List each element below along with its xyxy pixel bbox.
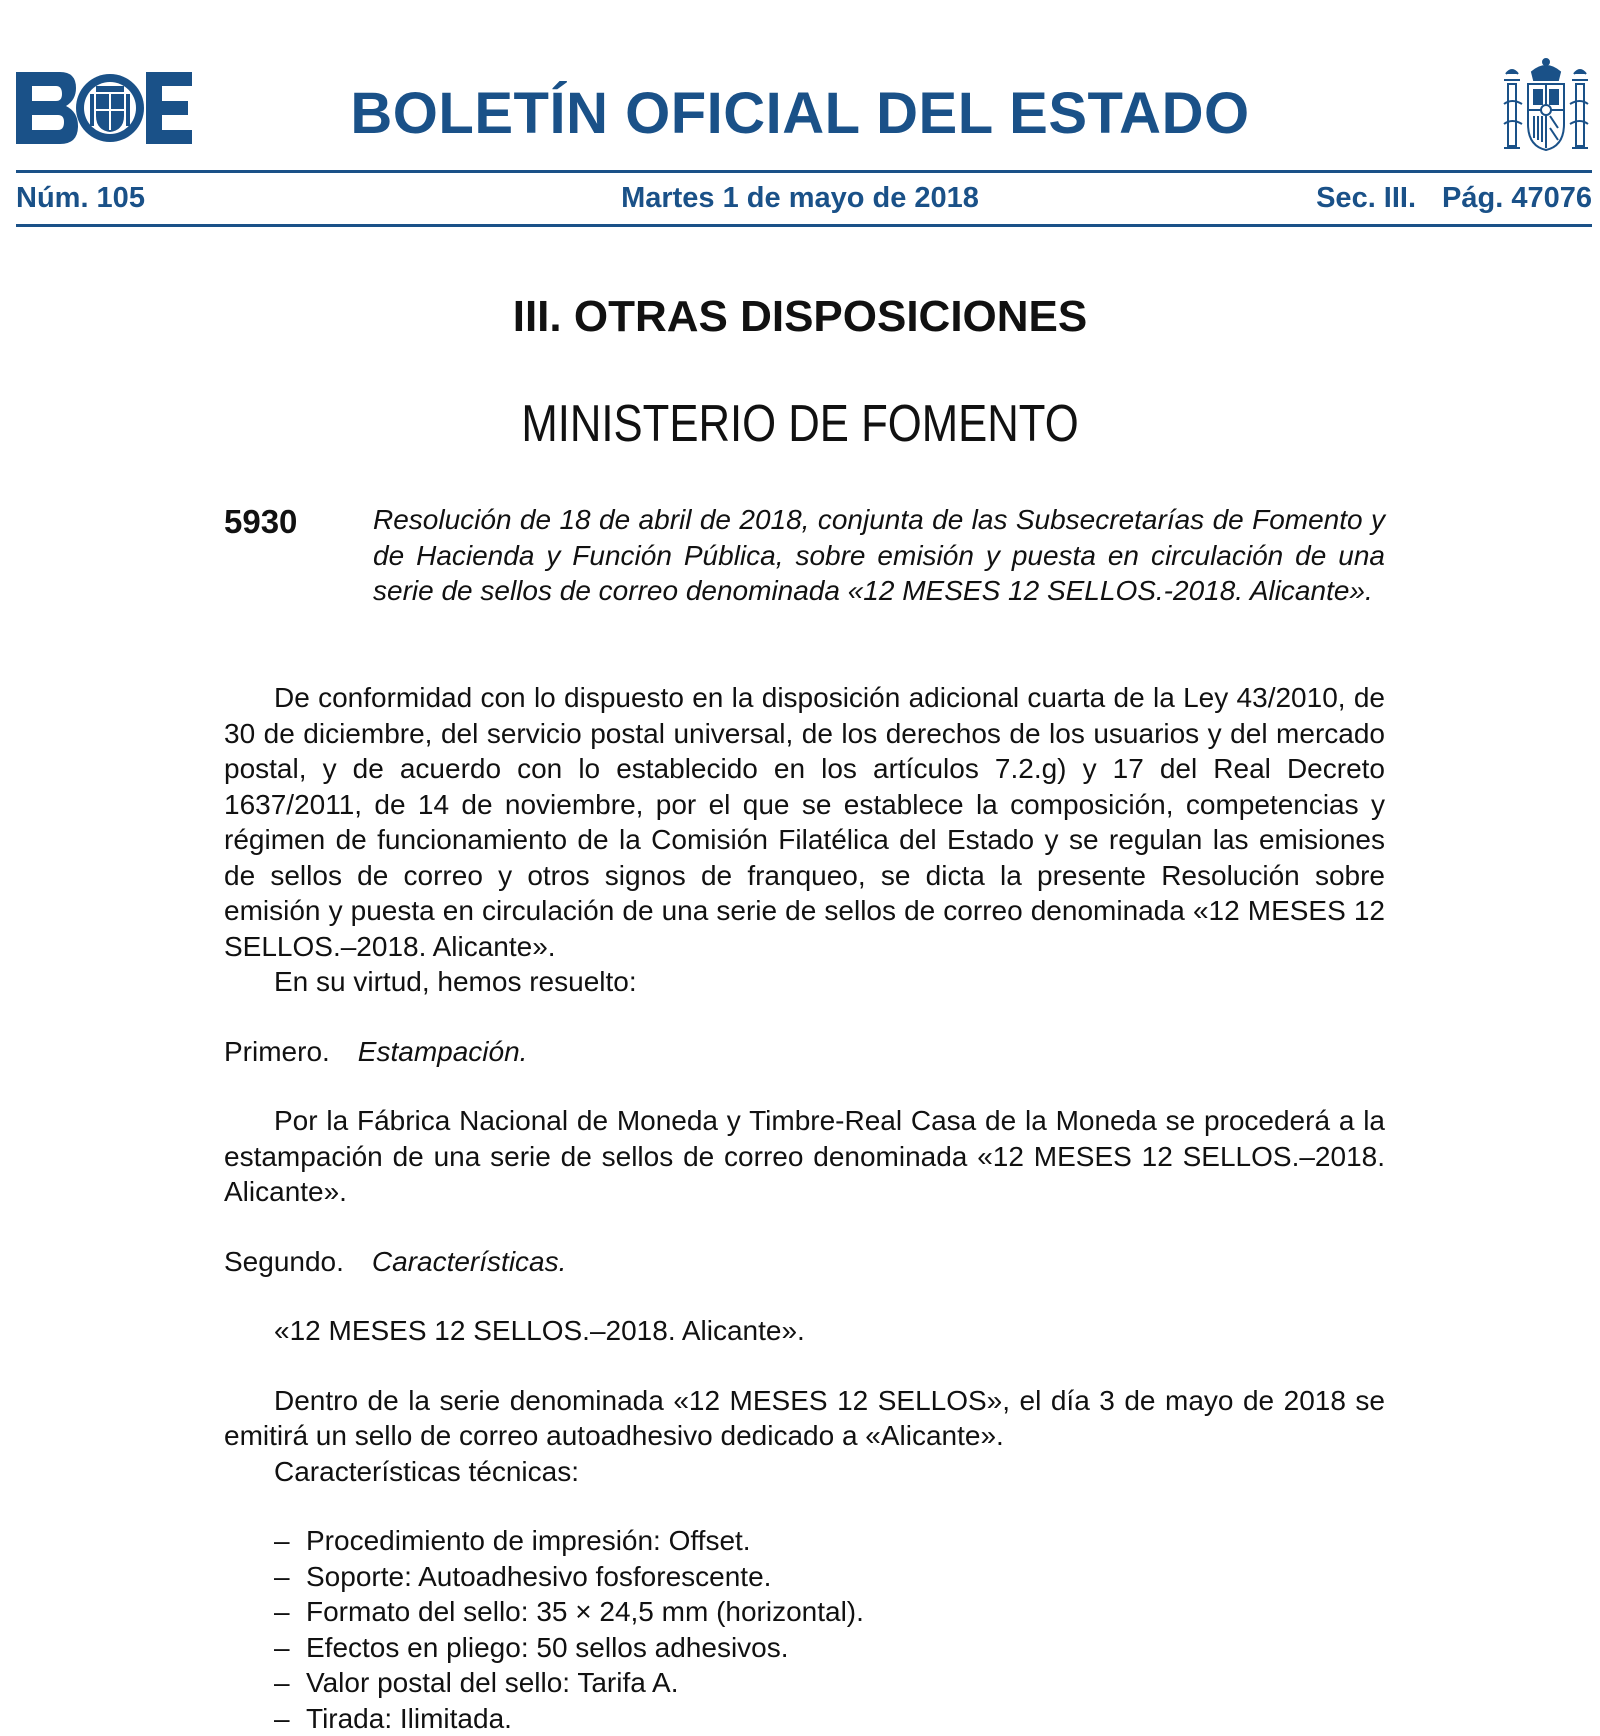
document-body — [224, 680, 1385, 1736]
masthead-title: BOLETÍN OFICIAL DEL ESTADO — [300, 76, 1300, 152]
article-1-heading — [224, 1034, 1385, 1070]
spec-text: Procedimiento de impresión: Offset. — [306, 1525, 751, 1556]
publication-date: Martes 1 de mayo de 2018 — [500, 180, 1100, 216]
list-item: – Efectos en pliego: 50 sellos adhesivos. — [274, 1630, 1385, 1666]
specs-heading: Características técnicas: — [224, 1454, 1385, 1490]
resolution-line: En su virtud, hemos resuelto: — [224, 964, 1385, 1000]
disposition-number: 5930 — [224, 502, 297, 542]
article-1-title: Estampación. — [358, 1036, 528, 1067]
section-label: Sec. III. — [1316, 182, 1416, 214]
article-2-heading — [224, 1244, 1385, 1280]
article-1-label: Primero. — [224, 1034, 330, 1070]
page-number: Pág. 47076 — [1442, 182, 1592, 214]
list-item: – Formato del sello: 35 × 24,5 mm (horizontal). — [274, 1594, 1385, 1630]
article-2-label: Segundo. — [224, 1244, 344, 1280]
spec-text: Soporte: Autoadhesivo fosforescente. — [306, 1561, 771, 1592]
spec-text: Formato del sello: 35 × 24,5 mm (horizontal). — [306, 1596, 864, 1627]
coat-of-arms-icon — [1502, 54, 1590, 154]
article-1-text: Por la Fábrica Nacional de Moneda y Timbre-Real Casa de la Moneda se procederá a la estampación de una serie de sellos de correo denominada «12 MESES 12 SELLOS.–2018. Alicante». — [224, 1103, 1385, 1210]
section-page — [1316, 180, 1592, 216]
disposition-summary: Resolución de 18 de abril de 2018, conjunta de las Subsecretarías de Fomento y de Hacienda y Función Pública, sobre emisión y puesta en circulación de una serie de sellos de correo denominada «12 MESES 12 SELLOS.-2018. Alicante». — [373, 502, 1385, 609]
ministry-title: MINISTERIO DE FOMENTO — [380, 394, 1220, 454]
header-rule-top — [16, 170, 1592, 173]
article-2-title: Características. — [372, 1246, 567, 1277]
section-title: III. OTRAS DISPOSICIONES — [300, 292, 1300, 342]
list-item: – Tirada: Ilimitada. — [274, 1701, 1385, 1736]
list-item: – Valor postal del sello: Tarifa A. — [274, 1665, 1385, 1701]
header-rule-bottom — [16, 224, 1592, 227]
list-item: – Procedimiento de impresión: Offset. — [274, 1523, 1385, 1559]
spec-text: Efectos en pliego: 50 sellos adhesivos. — [306, 1632, 789, 1663]
specs-list — [224, 1523, 1385, 1736]
spec-text: Tirada: Ilimitada. — [306, 1703, 512, 1734]
spec-text: Valor postal del sello: Tarifa A. — [306, 1667, 679, 1698]
boe-logo-icon — [16, 72, 192, 144]
intro-paragraph: De conformidad con lo dispuesto en la disposición adicional cuarta de la Ley 43/2010, de 30 de diciembre, del servicio postal universal, de los derechos de los usuarios y del mercado postal, y de acuerdo con lo establecido en los artículos 7.2.g) y 17 del Real Decreto 1637/2011, de 14 de noviembre, por el que se establece la composición, competencias y régimen de funcionamiento de la Comisión Filatélica del Estado y se regulan las emisiones de sellos de correo y otros signos de franqueo, se dicta la presente Resolución sobre emisión y puesta en circulación de una serie de sellos de correo denominada «12 MESES 12 SELLOS.–2018. Alicante». — [224, 680, 1385, 964]
article-2-series-name: «12 MESES 12 SELLOS.–2018. Alicante». — [224, 1313, 1385, 1349]
issue-number: Núm. 105 — [16, 180, 145, 216]
article-2-text: Dentro de la serie denominada «12 MESES 12 SELLOS», el día 3 de mayo de 2018 se emitirá un sello de correo autoadhesivo dedicado a «Alicante». — [224, 1383, 1385, 1454]
list-item: – Soporte: Autoadhesivo fosforescente. — [274, 1559, 1385, 1595]
